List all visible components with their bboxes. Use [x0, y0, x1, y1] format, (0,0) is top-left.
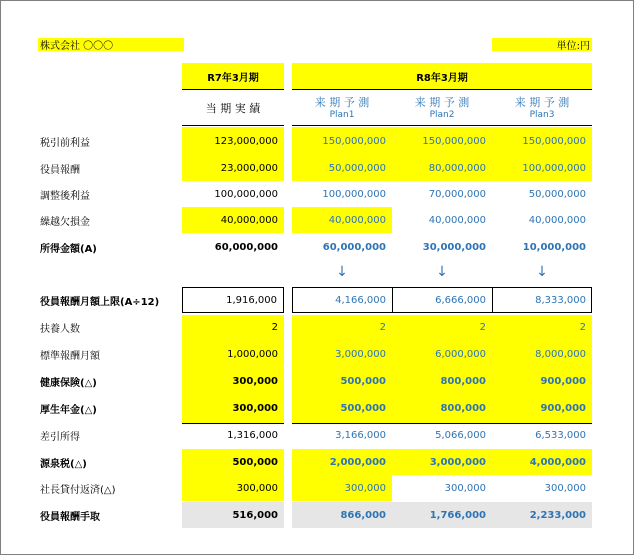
cell-health-current: 300,000	[232, 375, 278, 387]
cell-loan-repay-plan1: 300,000	[344, 482, 386, 494]
row-label-adjusted: 調整後利益	[40, 190, 90, 202]
cell-income-plan3: 10,000,000	[522, 241, 586, 253]
row-label-monthly-cap: 役員報酬月額上限(A÷12)	[40, 296, 160, 308]
cell-std-monthly-plan1: 3,000,000	[335, 348, 386, 360]
cell-std-monthly-plan2: 6,000,000	[435, 348, 486, 360]
cell-loss-cf-plan2: 40,000,000	[428, 214, 486, 226]
row-label-income: 所得金額(A)	[40, 243, 97, 255]
row-label-dependents: 扶養人数	[40, 323, 80, 335]
row-label-take-home: 役員報酬手取	[40, 511, 100, 523]
cell-net-income-plan2: 5,066,000	[435, 429, 486, 441]
header-forecast-period: R8年3月期	[292, 63, 592, 89]
cell-pretax-plan1: 150,000,000	[322, 135, 386, 147]
cell-withholding-plan2: 3,000,000	[429, 456, 486, 468]
cell-take-home-plan1: 866,000	[340, 509, 386, 521]
cell-monthly-cap-plan3: 8,333,000	[535, 294, 586, 306]
cell-net-income-plan3: 6,533,000	[535, 429, 586, 441]
arrow-down-icon: ↓	[536, 264, 548, 280]
row-label-pension: 厚生年金(△)	[40, 404, 97, 416]
cell-pretax-current: 123,000,000	[214, 135, 278, 147]
cell-monthly-cap-plan2: 6,666,000	[435, 294, 486, 306]
cell-net-income-current: 1,316,000	[227, 429, 278, 441]
cell-dependents-current: 2	[271, 321, 278, 333]
cell-std-monthly-current: 1,000,000	[227, 348, 278, 360]
subheader-underline-forecast	[292, 125, 592, 126]
cell-loss-cf-current: 40,000,000	[220, 214, 278, 226]
cell-health-plan1: 500,000	[340, 375, 386, 387]
cell-loss-cf-plan3: 40,000,000	[528, 214, 586, 226]
cell-withholding-plan1: 2,000,000	[329, 456, 386, 468]
cell-income-plan2: 30,000,000	[422, 241, 486, 253]
unit-label: 単位:円	[556, 41, 590, 52]
cell-take-home-plan3: 2,233,000	[529, 509, 586, 521]
cell-monthly-cap-plan1: 4,166,000	[335, 294, 386, 306]
row-label-exec-comp: 役員報酬	[40, 164, 80, 176]
company-name: 株式会社 〇〇〇	[40, 41, 114, 52]
cell-withholding-plan3: 4,000,000	[529, 456, 586, 468]
cell-take-home-current: 516,000	[232, 509, 278, 521]
cell-adjusted-plan3: 50,000,000	[528, 188, 586, 200]
row-label-health: 健康保険(△)	[40, 377, 97, 389]
cell-pension-current: 300,000	[232, 402, 278, 414]
header-underline-forecast	[292, 89, 592, 90]
subheader-plan1: 来 期 予 測 Plan1	[314, 96, 370, 120]
cell-exec-comp-current: 23,000,000	[220, 162, 278, 174]
subheader-underline-current	[182, 125, 284, 126]
cell-pension-plan2: 800,000	[440, 402, 486, 414]
cell-exec-comp-plan3: 100,000,000	[522, 162, 586, 174]
company-name-cell	[38, 38, 184, 51]
cell-adjusted-plan2: 70,000,000	[428, 188, 486, 200]
row-label-std-monthly: 標準報酬月額	[40, 350, 100, 362]
row-label-withholding: 源泉税(△)	[40, 458, 87, 470]
subheader-current: 当 期 実 績	[205, 102, 261, 115]
cell-loan-repay-plan3: 300,000	[544, 482, 586, 494]
cell-adjusted-plan1: 100,000,000	[322, 188, 386, 200]
row-label-pretax: 税引前利益	[40, 137, 90, 149]
subheader-plan2: 来 期 予 測 Plan2	[414, 96, 470, 120]
cell-pretax-plan2: 150,000,000	[422, 135, 486, 147]
cell-health-plan2: 800,000	[440, 375, 486, 387]
arrow-down-icon: ↓	[336, 264, 348, 280]
cell-pension-plan1: 500,000	[340, 402, 386, 414]
cell-loss-cf-plan1: 40,000,000	[328, 214, 386, 226]
header-underline-current	[182, 89, 284, 90]
cell-loan-repay-current: 300,000	[236, 482, 278, 494]
unit-cell	[492, 38, 592, 51]
insurance-underline-forecast	[292, 423, 592, 424]
header-current-period: R7年3月期	[182, 63, 284, 89]
cell-monthly-cap-current: 1,916,000	[182, 287, 284, 313]
cell-adjusted-current: 100,000,000	[214, 188, 278, 200]
arrow-down-icon: ↓	[436, 264, 448, 280]
cell-income-plan1: 60,000,000	[322, 241, 386, 253]
cell-exec-comp-plan1: 50,000,000	[328, 162, 386, 174]
subheader-plan3: 来 期 予 測 Plan3	[514, 96, 570, 120]
row-label-loss-cf: 繰越欠損金	[40, 216, 90, 228]
cell-income-current: 60,000,000	[214, 241, 278, 253]
cell-withholding-current: 500,000	[232, 456, 278, 468]
cell-net-income-plan1: 3,166,000	[335, 429, 386, 441]
cell-dependents-plan2: 2	[479, 321, 486, 333]
row-label-loan-repay: 社長貸付返済(△)	[40, 484, 116, 496]
cell-dependents-plan3: 2	[579, 321, 586, 333]
cell-loan-repay-plan2: 300,000	[444, 482, 486, 494]
cell-exec-comp-plan2: 80,000,000	[428, 162, 486, 174]
cell-std-monthly-plan3: 8,000,000	[535, 348, 586, 360]
row-label-net-income: 差引所得	[40, 431, 80, 443]
cell-pretax-plan3: 150,000,000	[522, 135, 586, 147]
cell-dependents-plan1: 2	[379, 321, 386, 333]
insurance-underline-current	[182, 423, 284, 424]
cell-health-plan3: 900,000	[540, 375, 586, 387]
cell-take-home-plan2: 1,766,000	[429, 509, 486, 521]
cell-pension-plan3: 900,000	[540, 402, 586, 414]
